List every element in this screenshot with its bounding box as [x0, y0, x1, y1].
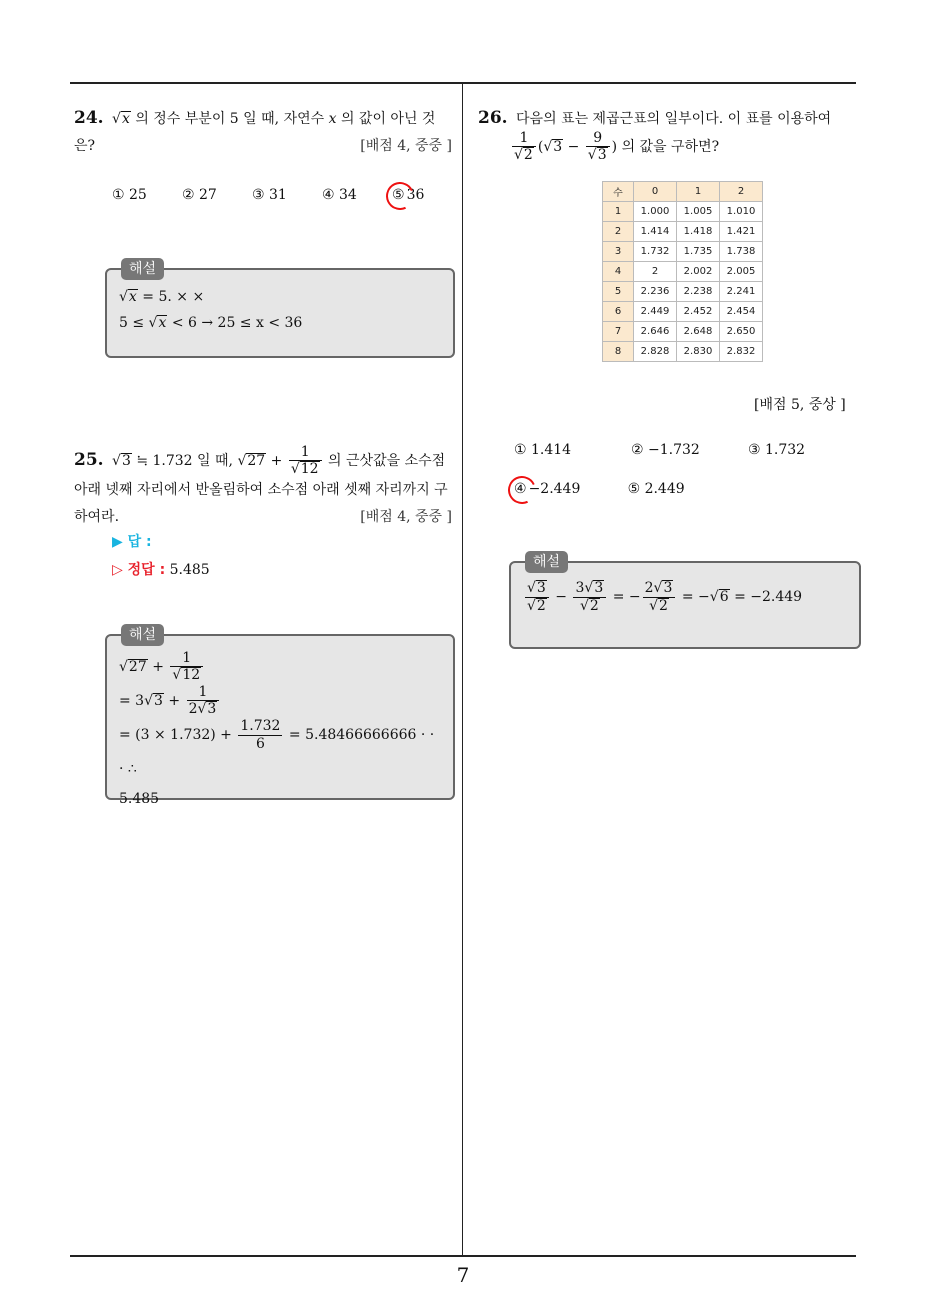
table-cell: 2.832	[720, 342, 763, 362]
table-cell: 2.238	[677, 282, 720, 302]
sqrt-x: √x	[112, 111, 130, 127]
table-cell: 1.738	[720, 242, 763, 262]
solution-tag: 해설	[121, 624, 164, 646]
table-row	[603, 342, 763, 362]
table-cell: 2.828	[634, 342, 677, 362]
solution-line: √x = 5. × ×	[119, 289, 205, 305]
table-cell: 2.002	[677, 262, 720, 282]
choice-3[interactable]: ③ 1.732	[748, 442, 806, 458]
question-number: 26.	[478, 108, 508, 128]
score-meta: [배점 4, 중중 ]	[360, 509, 452, 526]
choice-4-value: −2.449	[528, 481, 581, 497]
bottom-rule	[70, 1255, 856, 1257]
choice-4-marked[interactable]: ④	[514, 481, 527, 497]
choices-26-row1	[514, 442, 805, 458]
table-row	[603, 262, 763, 282]
solution-line: 5.485	[119, 791, 160, 807]
question-text: ≒ 1.732 일 때,	[136, 452, 233, 469]
score-meta-26: [배점 5, 중상 ]	[754, 397, 846, 413]
solution-line: $\frac{√3}{√2}$ − $\frac{3√3}{√2}$ = − $\frac{2√3}{√2}$ = −√6 = −2.449	[527, 580, 803, 614]
table-cell: 1.732	[634, 242, 677, 262]
choice-2[interactable]: ② 27	[182, 187, 217, 203]
question-text: 다음의 표는 제곱근표의 일부이다. 이 표를 이용하여	[516, 111, 832, 127]
table-cell: 2	[634, 262, 677, 282]
solution-line: = 3√3 + $\frac{1}{2√3}$	[119, 684, 441, 718]
choice-1[interactable]: ① 25	[112, 187, 147, 203]
solution-line: = (3 × 1.732) + $\frac{1.732}{6}$ = 5.48466666666 · · · ∴	[119, 718, 435, 777]
table-cell: 2.830	[677, 342, 720, 362]
table-cell: 1.421	[720, 222, 763, 242]
table-cell: 2.454	[720, 302, 763, 322]
square-root-table	[602, 181, 763, 362]
row-header: 8	[603, 342, 634, 362]
solution-box-25	[105, 627, 455, 807]
table-header: 1	[677, 182, 720, 202]
table-row	[603, 322, 763, 342]
question-25: 25. √3 ≒ 1.732 일 때, √27 + $\frac{1}{√12}$ 의 근삿값을 소수점 아래 넷째 자리에서 반올림하여 소수점 아래 셋째 자리까지 구하여라. [배점 4, 중중 ]	[74, 444, 452, 531]
table-cell: 2.449	[634, 302, 677, 322]
table-header: 2	[720, 182, 763, 202]
row-header: 2	[603, 222, 634, 242]
choices-24	[112, 187, 424, 203]
choice-3[interactable]: ③ 31	[252, 187, 287, 203]
choice-5-value: 36	[406, 187, 425, 203]
table-corner: 수	[603, 182, 634, 202]
question-text: 의 값을 구하면?	[621, 139, 720, 155]
table-header: 0	[634, 182, 677, 202]
solution-box-24	[105, 261, 455, 358]
table-cell: 2.241	[720, 282, 763, 302]
table-cell: 2.650	[720, 322, 763, 342]
table-cell: 1.010	[720, 202, 763, 222]
correct-label: ▷ 정답 :	[112, 562, 166, 578]
row-header: 1	[603, 202, 634, 222]
solution-tag: 해설	[525, 551, 568, 573]
question-26-expr: $\frac{1}{√2}$ (√3 − $\frac{9}{√3}$ ) 의 값을 구하면?	[514, 130, 720, 164]
table-row	[603, 282, 763, 302]
score-meta: [배점 4, 중중 ]	[360, 138, 452, 154]
question-text: 의 근삿값을 소수점 아래 넷째 자리에서 반올림하여 소수점 아래 셋째 자리까지 구하여라.	[74, 452, 448, 526]
choice-2[interactable]: ② −1.732	[631, 442, 700, 458]
table-cell: 2.005	[720, 262, 763, 282]
question-number: 24.	[74, 108, 104, 128]
table-cell: 2.452	[677, 302, 720, 322]
question-26	[478, 105, 858, 133]
row-header: 6	[603, 302, 634, 322]
table-cell: 1.414	[634, 222, 677, 242]
table-cell: 1.000	[634, 202, 677, 222]
question-text: 의 값이 아닌 것은?	[74, 111, 436, 154]
page-number: 7	[456, 1263, 470, 1287]
row-header: 3	[603, 242, 634, 262]
table-row	[603, 302, 763, 322]
top-rule	[70, 82, 856, 84]
choices-26-row2	[514, 481, 685, 497]
choice-1[interactable]: ① 1.414	[514, 442, 572, 458]
question-number: 25.	[74, 449, 104, 470]
answer-area-25	[112, 528, 210, 584]
row-header: 7	[603, 322, 634, 342]
table-row	[603, 242, 763, 262]
choice-5-marked[interactable]: ⑤	[392, 187, 405, 203]
table-cell: 2.648	[677, 322, 720, 342]
question-text: 의 정수 부분이 5 일 때, 자연수	[135, 111, 325, 127]
table-cell: 1.005	[677, 202, 720, 222]
answer-label[interactable]: ▶ 답 :	[112, 534, 152, 550]
table-cell: 2.236	[634, 282, 677, 302]
row-header: 5	[603, 282, 634, 302]
row-header: 4	[603, 262, 634, 282]
correct-value: 5.485	[169, 562, 210, 578]
table-cell: 2.646	[634, 322, 677, 342]
solution-box-26	[509, 554, 861, 649]
question-24	[74, 105, 452, 160]
choice-4[interactable]: ④ 34	[322, 187, 357, 203]
table-row	[603, 202, 763, 222]
solution-line: √27 + $\frac{1}{√12}$	[119, 650, 441, 684]
table-cell: 1.735	[677, 242, 720, 262]
solution-tag: 해설	[121, 258, 164, 280]
solution-line: 5 ≤ √x < 6 → 25 ≤ x < 36	[119, 315, 303, 331]
column-divider	[462, 83, 463, 1256]
choice-5[interactable]: ⑤ 2.449	[627, 481, 685, 497]
table-row	[603, 222, 763, 242]
variable-x: x	[328, 111, 337, 127]
table-cell: 1.418	[677, 222, 720, 242]
